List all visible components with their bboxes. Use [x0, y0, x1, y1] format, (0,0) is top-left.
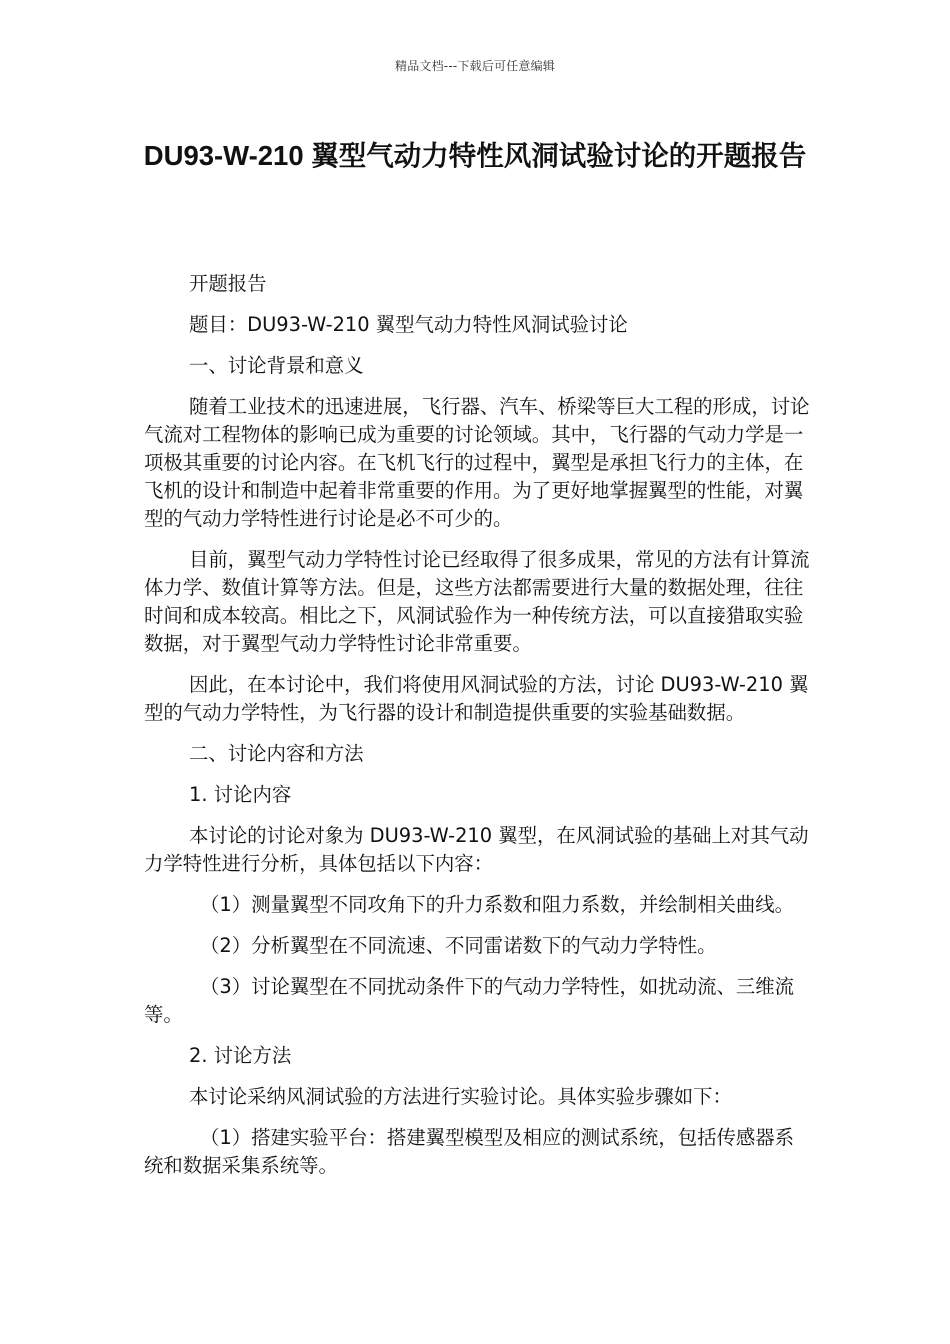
paragraph: 本讨论的讨论对象为 DU93-W-210 翼型，在风洞试验的基础上对其气动力学特性进行分析，具体包括以下内容：: [144, 824, 809, 875]
section-heading-background: 一、讨论背景和意义: [189, 354, 364, 377]
subsection-heading-method: 2. 讨论方法: [189, 1044, 292, 1067]
paragraph: 目前，翼型气动力学特性讨论已经取得了很多成果，常见的方法有计算流体力学、数值计算等方法。但是，这些方法都需要进行大量的数据处理，往往时间和成本较高。相比之下，风洞试验作为一种传统方法，可以直接猎取实验数据，对于翼型气动力学特性讨论非常重要。: [144, 548, 810, 655]
report-label: 开题报告: [189, 272, 267, 295]
list-item: （1）测量翼型不同攻角下的升力系数和阻力系数，并绘制相关曲线。: [200, 893, 795, 916]
paragraph: 随着工业技术的迅速进展，飞行器、汽车、桥梁等巨大工程的形成，讨论气流对工程物体的影响已成为重要的讨论领域。其中，飞行器的气动力学是一项极其重要的讨论内容。在飞机飞行的过程中，翼型是承担飞行力的主体，在飞机的设计和制造中起着非常重要的作用。为了更好地掌握翼型的性能，对翼型的气动力学特性进行讨论是必不可少的。: [144, 395, 810, 530]
list-item: （2）分析翼型在不同流速、不同雷诺数下的气动力学特性。: [200, 934, 717, 957]
subsection-heading-content: 1. 讨论内容: [189, 783, 292, 806]
page-header: 精品文档---下载后可任意编辑: [395, 59, 555, 73]
paragraph: 本讨论采纳风洞试验的方法进行实验讨论。具体实验步骤如下：: [189, 1085, 732, 1108]
document-body: [144, 270, 812, 1193]
document-title: DU93-W-210 翼型气动力特性风洞试验讨论的开题报告: [143, 140, 807, 171]
list-item: （3）讨论翼型在不同扰动条件下的气动力学特性，如扰动流、三维流等。: [144, 975, 795, 1026]
section-heading-content-method: 二、讨论内容和方法: [189, 742, 364, 765]
report-topic: 题目：DU93-W-210 翼型气动力特性风洞试验讨论: [189, 313, 628, 336]
list-item: （1）搭建实验平台：搭建翼型模型及相应的测试系统，包括传感器系统和数据采集系统等。: [144, 1126, 795, 1177]
paragraph: 因此，在本讨论中，我们将使用风洞试验的方法，讨论 DU93-W-210 翼型的气动力学特性，为飞行器的设计和制造提供重要的实验基础数据。: [144, 673, 809, 724]
